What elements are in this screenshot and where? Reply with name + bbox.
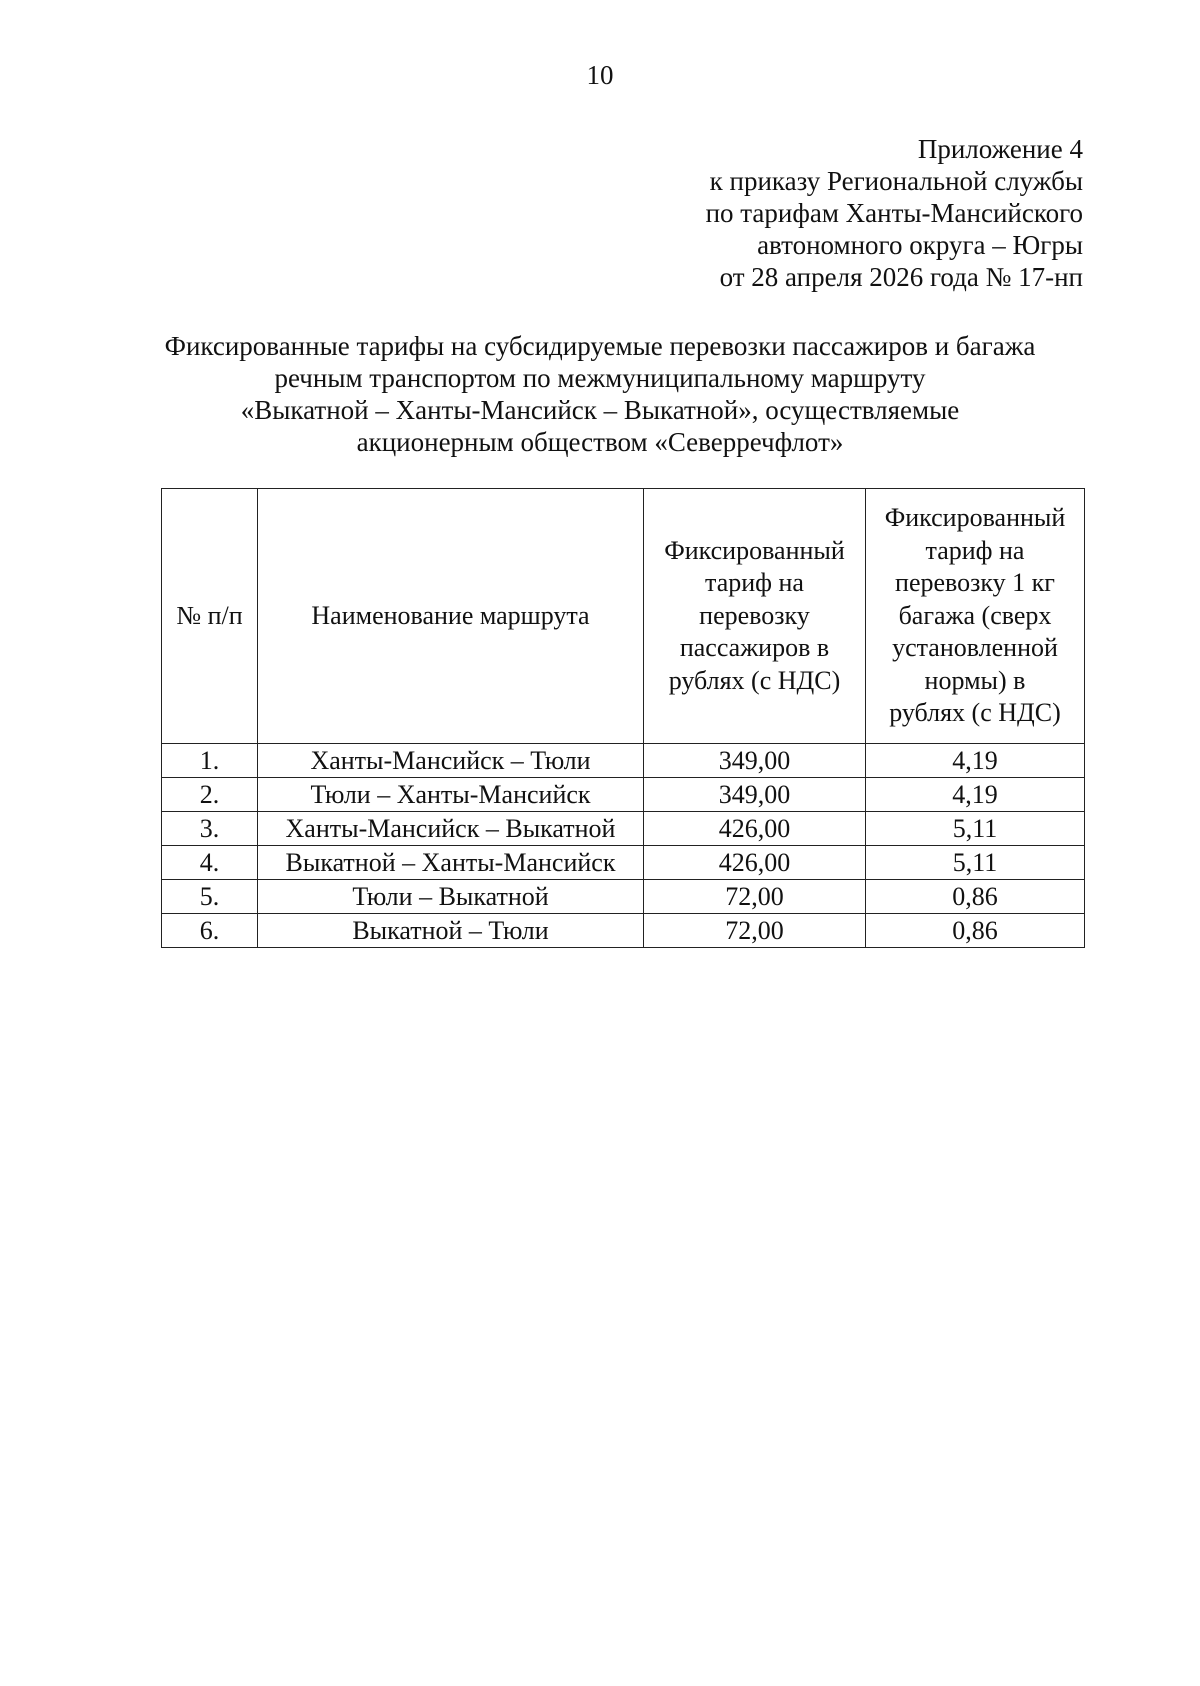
header-line: тариф на (705, 568, 804, 598)
title-line: «Выкатной – Ханты-Мансийск – Выкатной», осуществляемые (240, 395, 960, 425)
row-number: 6. (162, 914, 258, 948)
header-line: багажа (сверх (898, 600, 1052, 630)
appendix-line: от 28 апреля 2026 года № 17-нп (719, 262, 1083, 292)
row-baggage-tariff: 0,86 (866, 914, 1085, 948)
header-line: Фиксированный (884, 503, 1066, 533)
row-route: Тюли – Выкатной (258, 880, 644, 914)
table-header-row (162, 489, 1085, 744)
row-number: 4. (162, 846, 258, 880)
header-line: рублях (с НДС) (889, 698, 1061, 728)
title-line: Фиксированные тарифы на субсидируемые перевозки пассажиров и багажа (164, 331, 1036, 361)
row-number: 5. (162, 880, 258, 914)
row-baggage-tariff: 5,11 (866, 846, 1085, 880)
header-route: Наименование маршрута (258, 489, 644, 744)
tariff-table (161, 488, 1085, 948)
table-row (162, 880, 1085, 914)
row-passenger-tariff: 426,00 (644, 846, 866, 880)
header-line: установленной (892, 633, 1058, 663)
row-passenger-tariff: 72,00 (644, 880, 866, 914)
row-baggage-tariff: 4,19 (866, 744, 1085, 778)
row-baggage-tariff: 5,11 (866, 812, 1085, 846)
table-row (162, 778, 1085, 812)
row-baggage-tariff: 0,86 (866, 880, 1085, 914)
header-baggage-tariff (866, 489, 1085, 744)
header-line: рублях (с НДС) (668, 665, 841, 695)
row-passenger-tariff: 72,00 (644, 914, 866, 948)
row-route: Тюли – Ханты-Мансийск (258, 778, 644, 812)
row-route: Выкатной – Ханты-Мансийск (258, 846, 644, 880)
row-number: 3. (162, 812, 258, 846)
table-row (162, 812, 1085, 846)
row-route: Выкатной – Тюли (258, 914, 644, 948)
header-passenger-tariff (644, 489, 866, 744)
document-title (0, 330, 1200, 458)
row-passenger-tariff: 426,00 (644, 812, 866, 846)
table-row (162, 914, 1085, 948)
header-line: нормы) в (924, 665, 1026, 695)
header-line: пассажиров в (679, 633, 830, 663)
row-number: 2. (162, 778, 258, 812)
table-row (162, 846, 1085, 880)
row-passenger-tariff: 349,00 (644, 744, 866, 778)
row-number: 1. (162, 744, 258, 778)
appendix-line: автономного округа – Югры (757, 230, 1083, 260)
title-line: акционерным обществом «Северречфлот» (356, 427, 844, 457)
header-line: перевозку (699, 600, 810, 630)
appendix-line: по тарифам Ханты-Мансийского (705, 198, 1083, 228)
header-line: перевозку 1 кг (895, 568, 1055, 598)
row-route: Ханты-Мансийск – Выкатной (258, 812, 644, 846)
page-number: 10 (586, 60, 614, 90)
row-passenger-tariff: 349,00 (644, 778, 866, 812)
title-line: речным транспортом по межмуниципальному маршруту (274, 363, 926, 393)
appendix-header (706, 133, 1083, 293)
header-line: Фиксированный (664, 535, 845, 565)
appendix-line: к приказу Региональной службы (709, 166, 1083, 196)
row-route: Ханты-Мансийск – Тюли (258, 744, 644, 778)
header-number: № п/п (162, 489, 258, 744)
appendix-line: Приложение 4 (917, 134, 1083, 164)
row-baggage-tariff: 4,19 (866, 778, 1085, 812)
table-row (162, 744, 1085, 778)
header-line: тариф на (925, 535, 1025, 565)
